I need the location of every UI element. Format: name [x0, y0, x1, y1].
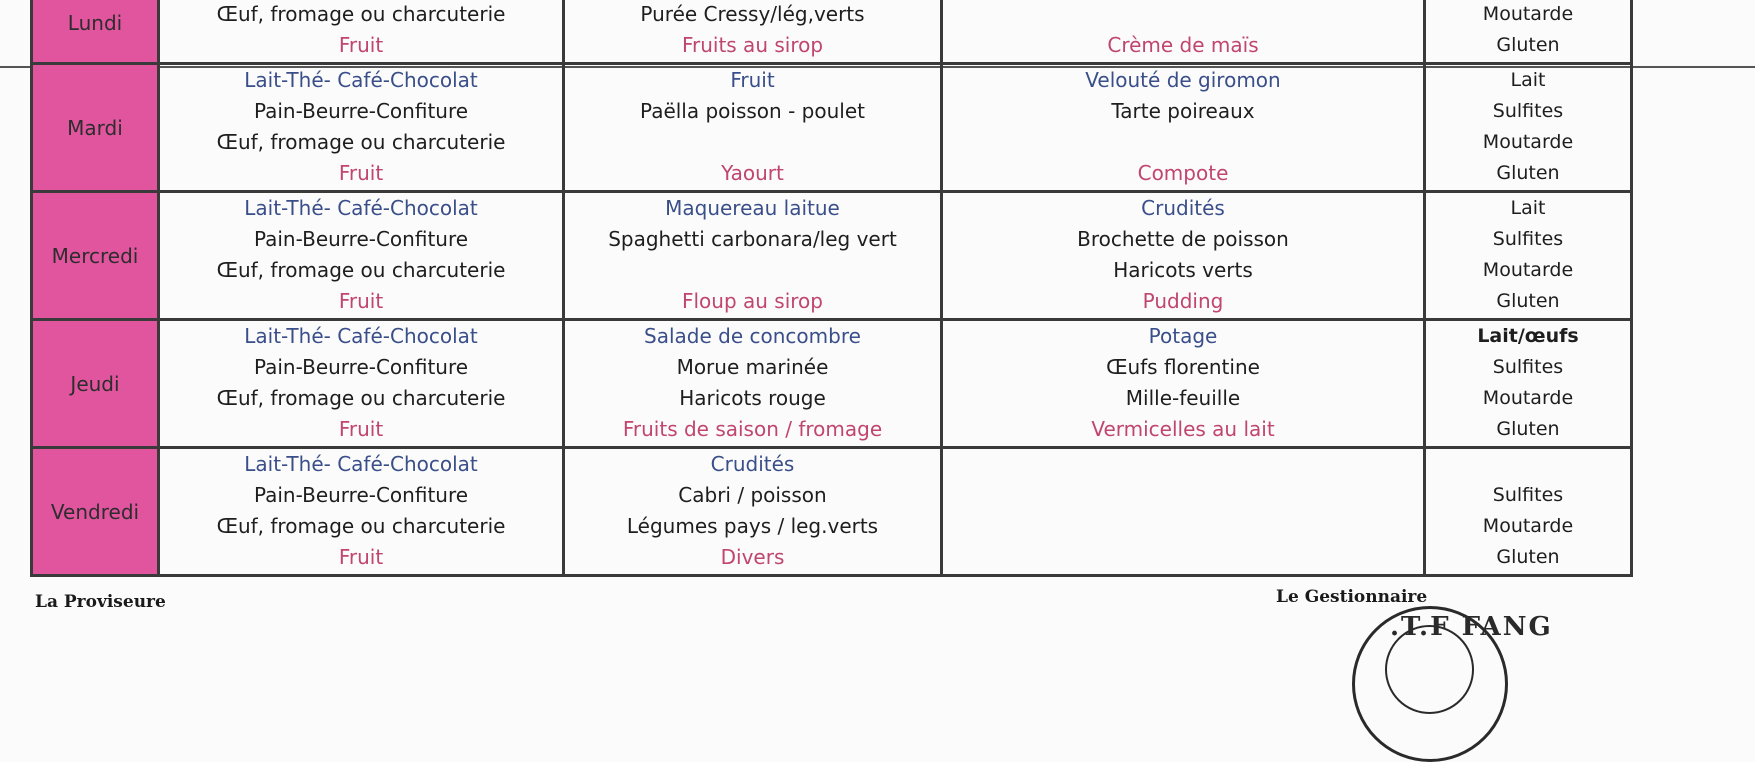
lunch-item: [565, 127, 940, 158]
lunch-item: Spaghetti carbonara/leg vert: [608, 227, 897, 251]
breakfast-item: Pain-Beurre-Confiture: [253, 99, 469, 123]
day-label: Vendredi: [50, 499, 140, 524]
allergen-item: Moutarde: [1482, 387, 1574, 409]
menu-table-body: [32, 0, 1632, 576]
breakfast-cell: [159, 192, 564, 320]
dinner-item: Compote: [1137, 161, 1229, 185]
day-cell: [32, 448, 159, 576]
lunch-item: Fruits au sirop: [681, 33, 824, 57]
allergen-item: Moutarde: [1482, 3, 1574, 25]
allergen-item: Sulfites: [1492, 484, 1564, 506]
weekly-menu-table: [30, 0, 1633, 577]
allergen-item: Lait/œufs: [1477, 325, 1579, 347]
menu-row-2: [32, 192, 1632, 320]
breakfast-item: Pain-Beurre-Confiture: [253, 227, 469, 251]
allergen-item: Gluten: [1496, 34, 1560, 56]
allergen-item: Gluten: [1496, 418, 1560, 440]
dinner-item: Mille-feuille: [1125, 386, 1241, 410]
gestionnaire-signature: Le Gestionnaire: [1276, 587, 1428, 607]
allergen-item: Sulfites: [1492, 100, 1564, 122]
dinner-item: Œufs florentine: [1106, 355, 1260, 379]
lunch-item: Yaourt: [721, 161, 784, 185]
breakfast-item: Œuf, fromage ou charcuterie: [216, 130, 506, 154]
lunch-item: Purée Cressy/lég,verts: [640, 2, 865, 26]
dinner-cell: [942, 192, 1425, 320]
menu-row-1: [32, 64, 1632, 192]
breakfast-item: Œuf, fromage ou charcuterie: [216, 386, 506, 410]
dinner-item: Vermicelles au lait: [1091, 417, 1275, 441]
breakfast-item: Fruit: [338, 33, 384, 57]
lunch-item: Paëlla poisson - poulet: [640, 99, 865, 123]
breakfast-item: Pain-Beurre-Confiture: [253, 355, 469, 379]
allergen-item: Lait: [1510, 197, 1546, 219]
allergens-cell: [1425, 192, 1632, 320]
allergen-item: Sulfites: [1492, 356, 1564, 378]
lunch-item: Salade de concombre: [644, 324, 861, 348]
day-cell: [32, 192, 159, 320]
day-label: Mercredi: [51, 243, 139, 268]
dinner-item: Potage: [1148, 324, 1218, 348]
allergen-item: Sulfites: [1492, 228, 1564, 250]
menu-row-4: [32, 448, 1632, 576]
lunch-item: Fruits de saison / fromage: [622, 417, 883, 441]
lunch-cell: [564, 320, 942, 448]
allergens-cell: [1425, 448, 1632, 576]
allergen-item: Gluten: [1496, 546, 1560, 568]
allergen-item: [1426, 449, 1630, 480]
allergen-item: Moutarde: [1482, 515, 1574, 537]
dinner-item: [943, 127, 1423, 158]
allergen-item: Gluten: [1496, 290, 1560, 312]
day-cell: [32, 64, 159, 192]
day-cell: [32, 0, 159, 64]
lunch-cell: [564, 192, 942, 320]
breakfast-item: Fruit: [338, 545, 384, 569]
dinner-cell: [942, 320, 1425, 448]
breakfast-item: Œuf, fromage ou charcuterie: [216, 258, 506, 282]
dinner-item: Brochette de poisson: [1077, 227, 1289, 251]
breakfast-item: Lait-Thé- Café-Chocolat: [244, 324, 478, 348]
menu-row-0: [32, 0, 1632, 64]
allergen-item: Moutarde: [1482, 131, 1574, 153]
dinner-item: Velouté de giromon: [1085, 68, 1281, 92]
lunch-item: [565, 255, 940, 286]
breakfast-cell: [159, 64, 564, 192]
breakfast-item: Fruit: [338, 289, 384, 313]
allergen-item: Gluten: [1496, 162, 1560, 184]
breakfast-item: Lait-Thé- Café-Chocolat: [244, 452, 478, 476]
lunch-item: Maquereau laitue: [665, 196, 840, 220]
day-label: Lundi: [67, 10, 123, 35]
official-stamp-text: .T.F FANG: [1390, 612, 1553, 642]
allergens-cell: [1425, 320, 1632, 448]
lunch-cell: [564, 64, 942, 192]
dinner-item: [943, 511, 1423, 542]
allergens-cell: [1425, 0, 1632, 64]
breakfast-item: Pain-Beurre-Confiture: [253, 483, 469, 507]
breakfast-cell: [159, 448, 564, 576]
lunch-item: Légumes pays / leg.verts: [626, 514, 879, 538]
menu-row-3: [32, 320, 1632, 448]
dinner-item: [943, 480, 1423, 511]
breakfast-item: Fruit: [338, 161, 384, 185]
dinner-cell: [942, 448, 1425, 576]
lunch-item: Divers: [720, 545, 785, 569]
breakfast-cell: [159, 0, 564, 64]
lunch-item: Morue marinée: [676, 355, 829, 379]
dinner-cell: [942, 0, 1425, 64]
breakfast-item: Lait-Thé- Café-Chocolat: [244, 196, 478, 220]
lunch-item: Crudités: [710, 452, 795, 476]
day-label: Jeudi: [70, 371, 120, 396]
lunch-item: Cabri / poisson: [678, 483, 827, 507]
breakfast-cell: [159, 320, 564, 448]
proviseure-signature: La Proviseure: [35, 592, 166, 612]
breakfast-item: Lait-Thé- Café-Chocolat: [244, 68, 478, 92]
day-cell: [32, 320, 159, 448]
dinner-item: Pudding: [1142, 289, 1224, 313]
dinner-cell: [942, 64, 1425, 192]
dinner-item: Haricots verts: [1113, 258, 1253, 282]
breakfast-item: Œuf, fromage ou charcuterie: [216, 2, 506, 26]
allergen-item: Moutarde: [1482, 259, 1574, 281]
day-label: Mardi: [67, 115, 123, 140]
lunch-cell: [564, 448, 942, 576]
breakfast-item: Œuf, fromage ou charcuterie: [216, 514, 506, 538]
lunch-cell: [564, 0, 942, 64]
breakfast-item: Fruit: [338, 417, 384, 441]
lunch-item: Haricots rouge: [679, 386, 826, 410]
dinner-item: Crudités: [1141, 196, 1225, 220]
dinner-item: [943, 542, 1423, 573]
dinner-item: Crème de maïs: [1107, 33, 1259, 57]
dinner-item: [943, 449, 1423, 480]
lunch-item: Floup au sirop: [681, 289, 823, 313]
allergens-cell: [1425, 64, 1632, 192]
allergen-item: Lait: [1510, 69, 1546, 91]
lunch-item: Fruit: [730, 68, 775, 92]
dinner-item: [943, 0, 1423, 30]
dinner-item: Tarte poireaux: [1111, 99, 1255, 123]
